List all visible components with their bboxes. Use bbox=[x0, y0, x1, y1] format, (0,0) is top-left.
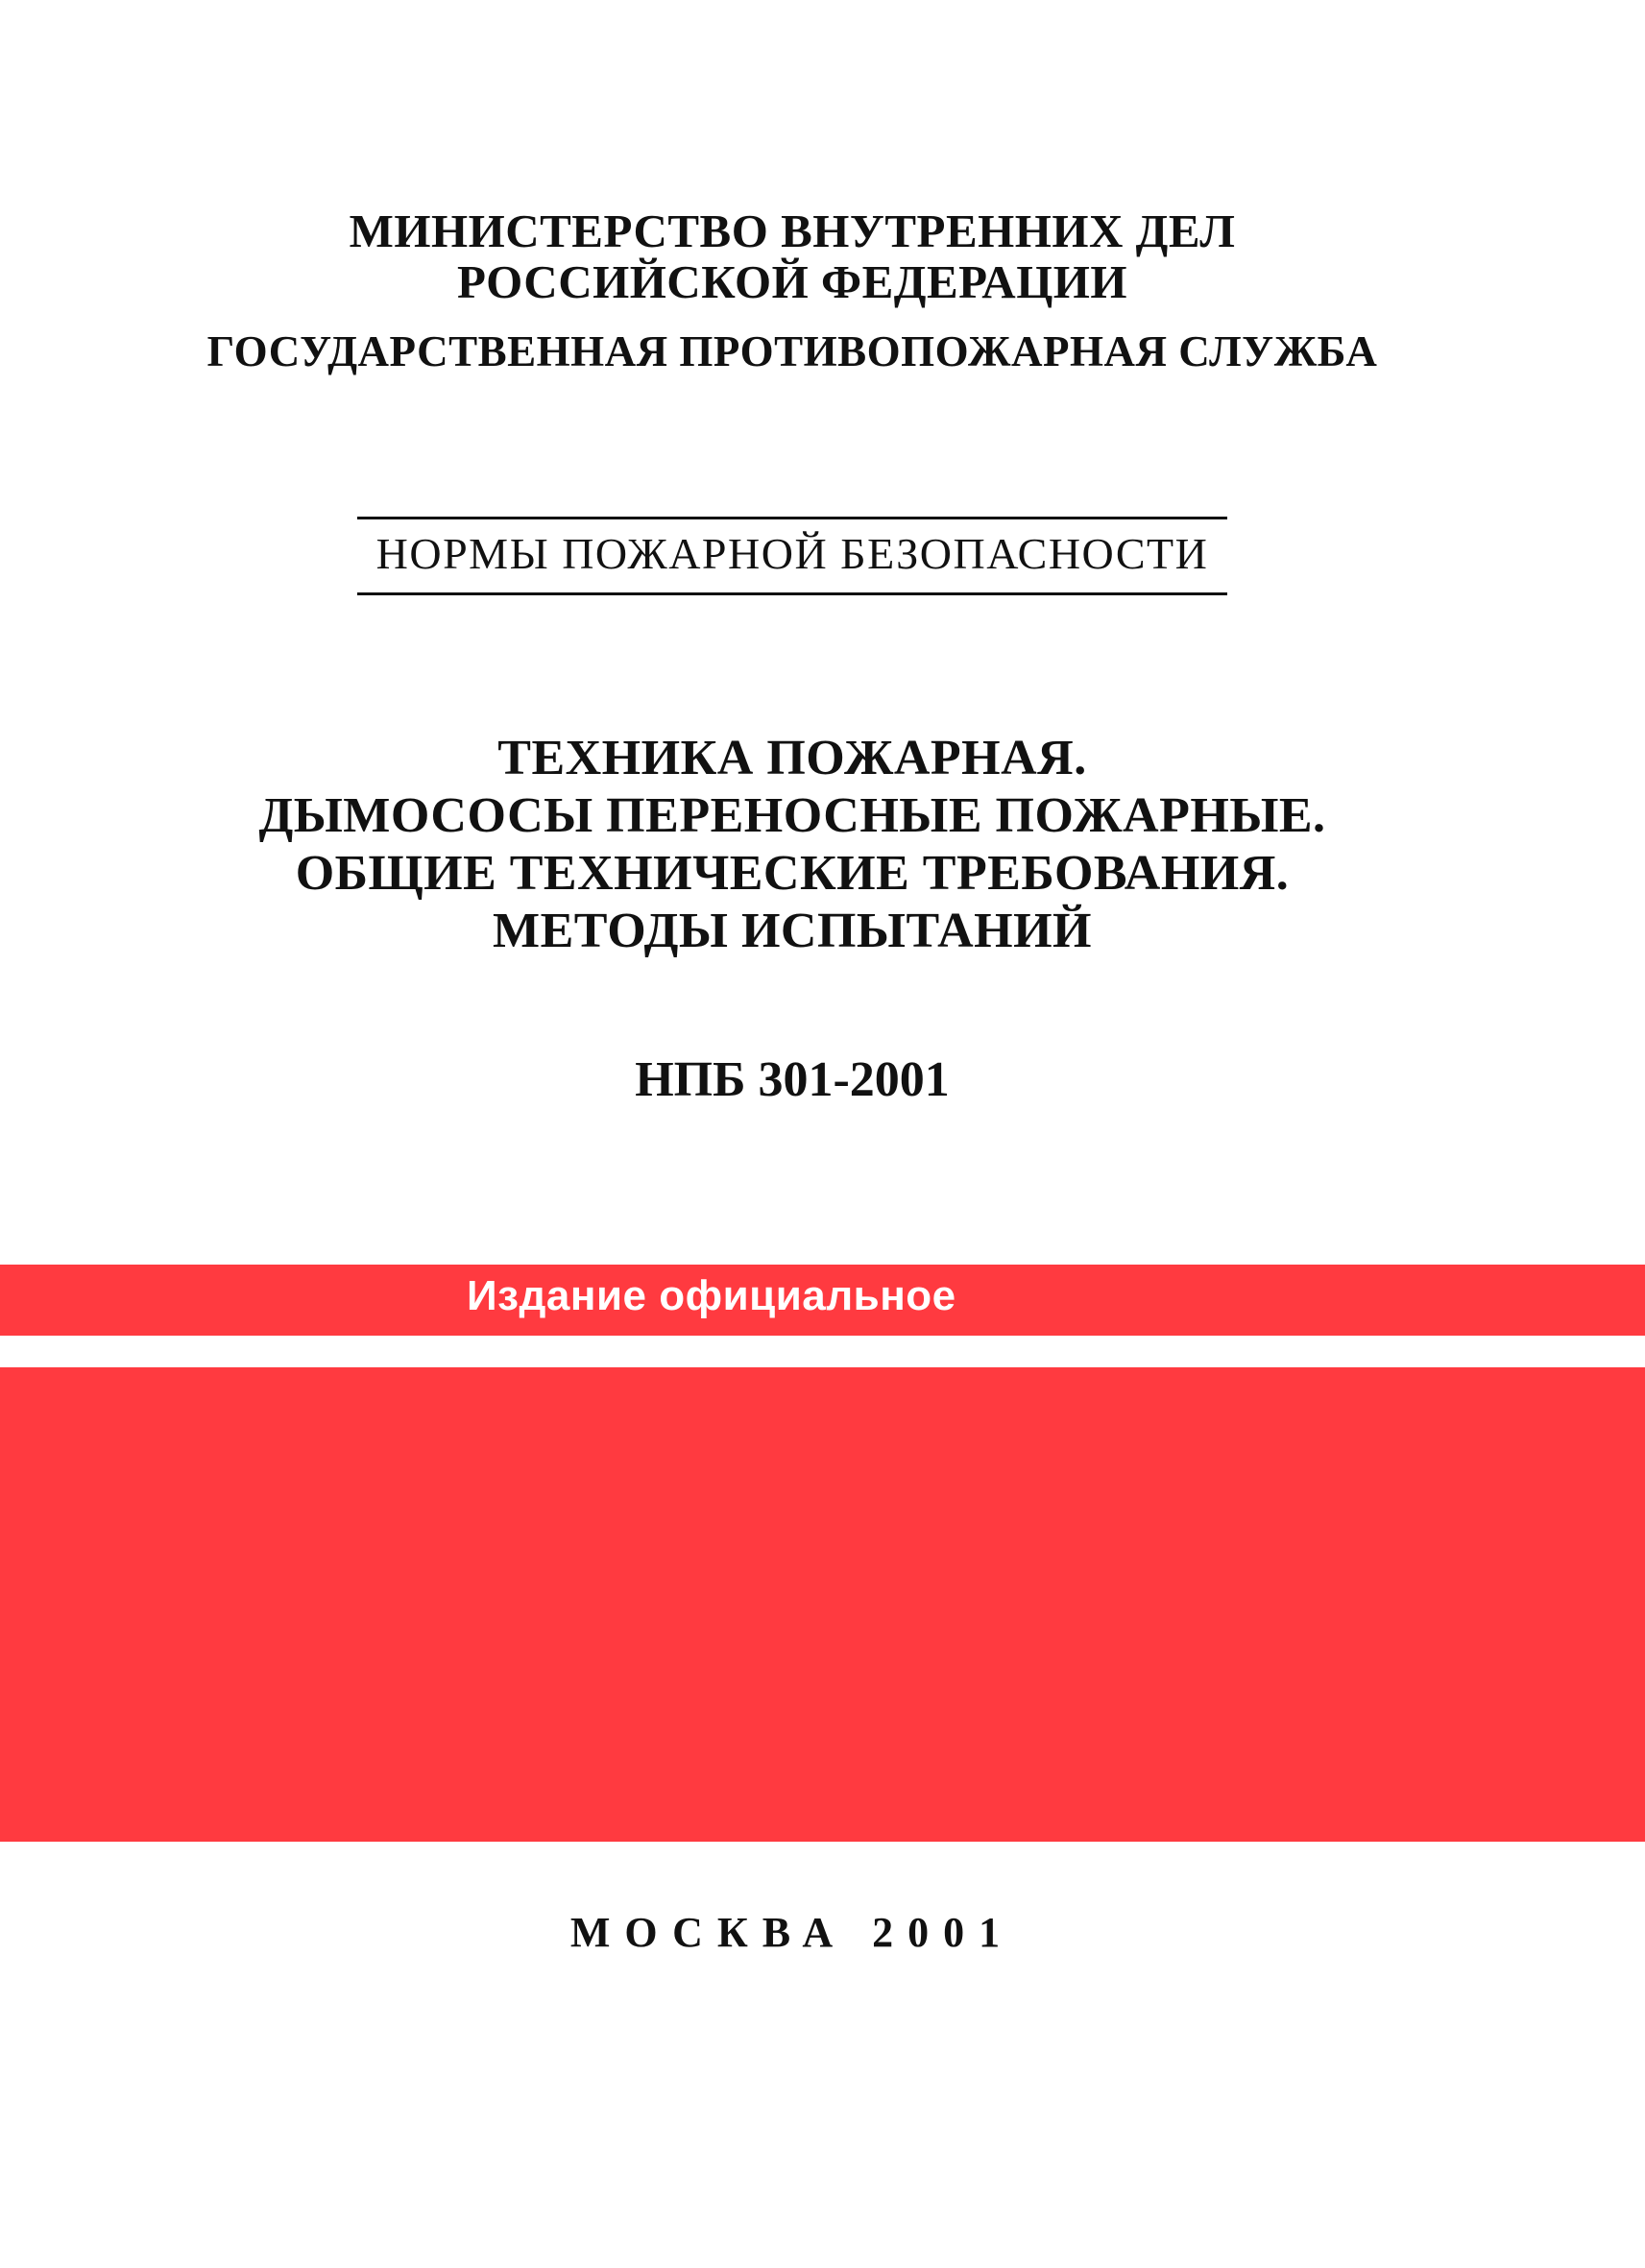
official-edition-label: Издание официальное bbox=[467, 1272, 956, 1319]
document-code: НПБ 301-2001 bbox=[635, 1052, 950, 1107]
official-edition-band bbox=[0, 1265, 1645, 1336]
document-title-line1: ТЕХНИКА ПОЖАРНАЯ. bbox=[497, 731, 1087, 785]
band-divider bbox=[0, 1336, 1645, 1367]
document-title-line4: МЕТОДЫ ИСПЫТАНИЙ bbox=[493, 904, 1092, 958]
publication-imprint: МОСКВА 2001 bbox=[569, 1909, 1015, 1956]
ministry-name-line1: МИНИСТЕРСТВО ВНУТРЕННИХ ДЕЛ bbox=[349, 205, 1236, 257]
document-title-line3: ОБЩИЕ ТЕХНИЧЕСКИЕ ТРЕБОВАНИЯ. bbox=[295, 846, 1290, 901]
fire-service-name: ГОСУДАРСТВЕННАЯ ПРОТИВОПОЖАРНАЯ СЛУЖБА bbox=[206, 327, 1378, 375]
norms-top-rule bbox=[357, 517, 1227, 519]
norms-bottom-rule bbox=[357, 592, 1227, 595]
document-title bbox=[0, 730, 1585, 960]
document-title-line2: ДЫМОСОСЫ ПЕРЕНОСНЫЕ ПОЖАРНЫЕ. bbox=[258, 788, 1326, 843]
red-decorative-band bbox=[0, 1367, 1645, 1842]
ministry-name-line2: РОССИЙСКОЙ ФЕДЕРАЦИИ bbox=[456, 255, 1128, 308]
norms-label: НОРМЫ ПОЖАРНОЙ БЕЗОПАСНОСТИ bbox=[375, 529, 1209, 578]
